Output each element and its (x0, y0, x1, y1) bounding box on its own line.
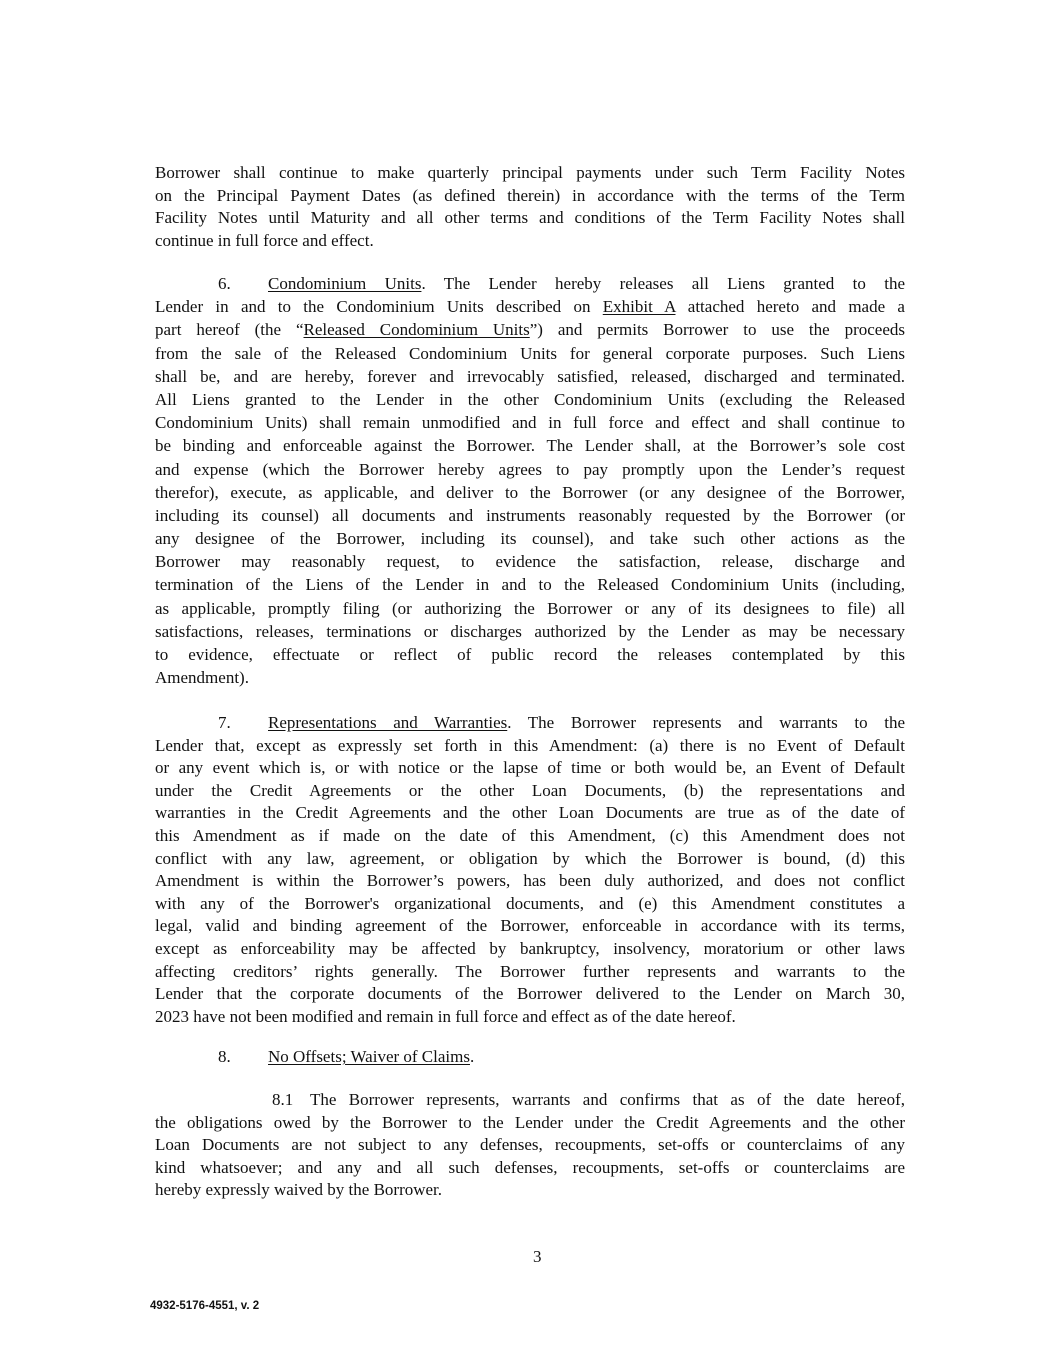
text-segment: or any event which is, or with notice or the lapse of time or both would be, an Event of Default (155, 758, 905, 778)
text-line (155, 825, 905, 848)
text-line (155, 848, 905, 871)
text-line (155, 458, 905, 481)
text-line (155, 893, 905, 916)
text-segment: Lender that the corporate documents of the Borrower delivered to the Lender on March 30, (155, 984, 905, 1004)
text-segment: including its counsel) all documents and instruments reasonably requested by the Borrower (or (155, 505, 905, 525)
text-segment: Borrower may reasonably request, to evidence the satisfaction, release, discharge and (155, 552, 905, 572)
text-segment: ”) and permits Borrower to use the proceeds (529, 320, 905, 340)
text-line (155, 1046, 905, 1069)
text-line (155, 295, 905, 318)
text-segment: as applicable, promptly filing (or authorizing the Borrower or any of its designees to file) all (155, 598, 905, 618)
section-8-heading (155, 1046, 905, 1069)
text-segment: Lender that, except as expressly set forth in this Amendment: (a) there is no Event of Default (155, 735, 905, 755)
text-line (155, 870, 905, 893)
text-line (155, 318, 905, 341)
underlined-heading: Exhibit A (602, 297, 676, 317)
text-line (155, 780, 905, 803)
text-segment: conflict with any law, agreement, or obligation by which the Borrower is bound, (d) this (155, 848, 905, 868)
text-line (155, 1179, 905, 1202)
text-segment: termination of the Liens of the Lender in and to the Released Condominium Units (including, (155, 575, 905, 595)
text-segment: be binding and enforceable against the Borrower. The Lender shall, at the Borrower’s sole cost (155, 436, 905, 456)
section-number: 7. (218, 713, 231, 732)
text-line (155, 207, 905, 230)
text-line (155, 388, 905, 411)
text-line (155, 272, 905, 295)
section-number: 6. (218, 274, 231, 293)
text-segment: part hereof (the “ (155, 320, 304, 340)
document-id: 4932-5176-4551, v. 2 (150, 1300, 260, 1312)
text-segment: Loan Documents are not subject to any defenses, recoupments, set-offs or counterclaims of any (155, 1135, 905, 1155)
section-6-condominium-units (155, 272, 905, 689)
text-line (155, 185, 905, 208)
text-line (155, 550, 905, 573)
text-line (155, 915, 905, 938)
text-segment: Condominium Units) shall remain unmodified and in full force and effect and shall continue to (155, 413, 905, 433)
text-segment: . (469, 1047, 475, 1066)
text-segment: legal, valid and binding agreement of the Borrower, enforceable in accordance with its terms, (155, 916, 905, 936)
text-line (155, 162, 905, 185)
text-segment: Facility Notes until Maturity and all other terms and conditions of the Term Facility Notes shall (155, 208, 905, 228)
text-line (155, 597, 905, 620)
section-7-representations-and-warranties (155, 712, 905, 1028)
text-line (155, 643, 905, 666)
text-segment: hereby expressly waived by the Borrower. (155, 1180, 443, 1200)
text-segment: Borrower shall continue to make quarterly principal payments under such Term Facility Notes (155, 163, 905, 182)
text-line (155, 802, 905, 825)
text-segment: All Liens granted to the Lender in the other Condominium Units (excluding the Released (155, 389, 905, 409)
underlined-heading: Released Condominium Units (303, 320, 530, 340)
text-segment: shall be, and are hereby, forever and irrevocably satisfied, released, discharged and terminated. (155, 366, 905, 386)
underlined-heading: No Offsets; Waiver of Claims (268, 1047, 470, 1066)
page-number: 3 (533, 1247, 542, 1266)
text-line (155, 365, 905, 388)
text-line (155, 757, 905, 780)
text-line (155, 666, 905, 689)
text-line (155, 342, 905, 365)
text-segment: kind whatsoever; and any and all such defenses, recoupments, set-offs or counterclaims are (155, 1157, 905, 1177)
text-segment: Lender in and to the Condominium Units described on (155, 297, 603, 317)
text-segment: from the sale of the Released Condominium Units for general corporate purposes. Such Liens (155, 343, 905, 363)
text-segment: affecting creditors’ rights generally. The Borrower further represents and warrants to the (155, 961, 905, 981)
text-segment: to evidence, effectuate or reflect of public record the releases contemplated by this (155, 645, 905, 664)
text-line (155, 573, 905, 596)
text-line (155, 620, 905, 643)
text-segment: continue in full force and effect. (155, 230, 374, 250)
text-line (155, 1157, 905, 1180)
text-line (155, 1112, 905, 1135)
text-line (155, 712, 905, 735)
paragraph-continuation (155, 162, 905, 252)
text-line (155, 1089, 905, 1112)
text-segment: The Borrower represents, warrants and confirms that as of the date hereof, (310, 1090, 905, 1109)
text-segment: . The Borrower represents and warrants to the (507, 713, 905, 732)
text-line (155, 230, 905, 253)
text-line (155, 504, 905, 527)
text-line (155, 938, 905, 961)
text-segment: warranties in the Credit Agreements and the other Loan Documents are true as of the date of (155, 803, 905, 823)
text-segment: the obligations owed by the Borrower to the Lender under the Credit Agreements and the other (155, 1112, 905, 1132)
section-8-1 (155, 1089, 905, 1202)
text-segment: on the Principal Payment Dates (as defined therein) in accordance with the terms of the Term (155, 185, 905, 205)
section-number: 8. (218, 1047, 231, 1066)
section-number: 8.1 (272, 1090, 294, 1109)
text-line (155, 961, 905, 984)
text-segment: satisfactions, releases, terminations or discharges authorized by the Lender as may be necessary (155, 621, 905, 641)
text-segment: this Amendment as if made on the date of this Amendment, (c) this Amendment does not (155, 825, 905, 845)
text-segment: Amendment). (155, 668, 249, 688)
text-segment: any designee of the Borrower, including its counsel), and take such other actions as the (155, 529, 905, 549)
text-line (155, 1134, 905, 1157)
text-segment: under the Credit Agreements or the other Loan Documents, (b) the representations and (155, 780, 905, 800)
text-segment: with any of the Borrower's organizational documents, and (e) this Amendment constitutes a (155, 893, 905, 913)
text-segment: except as enforceability may be affected by bankruptcy, insolvency, moratorium or other laws (155, 938, 905, 958)
text-segment: Amendment is within the Borrower’s powers, has been duly authorized, and does not conflict (155, 871, 905, 891)
text-line (155, 1006, 905, 1029)
text-line (155, 411, 905, 434)
underlined-heading: Representations and Warranties (268, 713, 508, 732)
text-line (155, 735, 905, 758)
underlined-heading: Condominium Units (268, 274, 422, 293)
text-line (155, 983, 905, 1006)
text-segment: 2023 have not been modified and remain in full force and effect as of the date hereof. (155, 1006, 736, 1026)
text-segment: . The Lender hereby releases all Liens granted to the (421, 274, 905, 293)
text-segment: therefor), execute, as applicable, and deliver to the Borrower (or any designee of the Borrower, (155, 482, 905, 502)
text-segment: attached hereto and made a (675, 297, 905, 317)
text-segment: and expense (which the Borrower hereby agrees to pay promptly upon the Lender’s request (155, 459, 905, 479)
text-line (155, 527, 905, 550)
text-line (155, 434, 905, 457)
text-line (155, 481, 905, 504)
